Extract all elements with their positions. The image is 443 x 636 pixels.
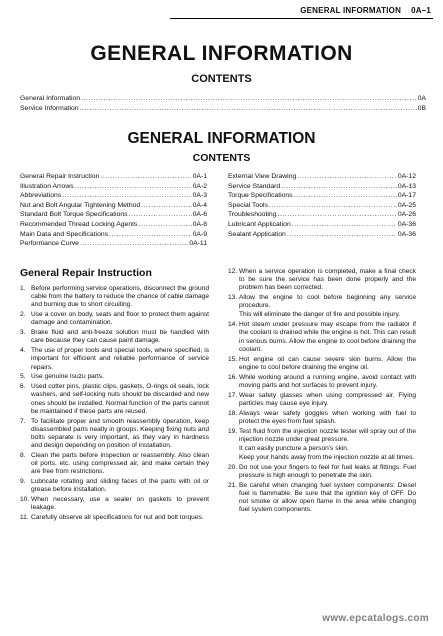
instruction-text: Use genuine Isuzu parts.: [31, 373, 104, 381]
toc-entry[interactable]: [20, 201, 207, 211]
toc-entry-title: Standard Bolt Torque Specifications: [20, 211, 128, 219]
toc-top-list: [20, 94, 426, 113]
toc-entry[interactable]: [20, 239, 207, 249]
toc-entry-page: 0A-17: [397, 192, 416, 200]
toc-entry-title: External View Drawing: [228, 173, 297, 180]
instruction-item: [20, 478, 209, 494]
toc-entry[interactable]: [20, 191, 207, 201]
instruction-subtext: It can easily puncture a person's skin.: [239, 444, 349, 452]
toc-leader-dots: [75, 182, 192, 192]
toc-entry-page: 0A-6: [192, 211, 207, 219]
instruction-text: Test fluid from the injection nozzle tester will spray out of the injection nozzle under great pressure.: [239, 427, 416, 443]
instruction-text: When a service operation is completed, make a final check to be sure the service has been done properly and the problem has been corrected.: [239, 268, 416, 292]
instructions-left-column: [20, 285, 209, 524]
section-contents-heading: CONTENTS: [192, 152, 251, 164]
instruction-text: Use a cover on body, seats and floor to protect them against damage and contamination.: [31, 311, 209, 327]
toc-entry-title: Service Standard: [228, 182, 281, 190]
instruction-number: 19.: [228, 427, 238, 435]
instruction-text: Brake fluid and anti-freeze solution must be handled with care because they can cause paint damage.: [31, 329, 209, 345]
instruction-item: [228, 464, 416, 480]
toc-entry-page: 0A: [417, 95, 426, 102]
instruction-number: 1.: [20, 285, 26, 292]
toc-leader-dots: [297, 172, 397, 182]
toc-entry-title: Lubricant Application: [228, 220, 291, 228]
instruction-number: 17.: [228, 391, 238, 399]
instruction-number: 16.: [228, 373, 238, 381]
toc-entry[interactable]: [20, 94, 426, 104]
toc-entry-title: Sealant Application: [228, 230, 286, 238]
instruction-text: Allow the engine to cool before beginning any service procedure.: [239, 294, 416, 310]
toc-entry-title: Recommended Thread Locking Agents: [20, 220, 138, 228]
instruction-text: Wear safety glasses when using compressed air. Flying particles may cause eye injury.: [239, 391, 416, 407]
toc-entry[interactable]: [228, 210, 416, 220]
instruction-number: 2.: [20, 311, 26, 319]
toc-leader-dots: [292, 220, 397, 230]
instruction-text: Always wear safety goggles when working with fuel to protect the eyes from fuel splash.: [239, 409, 416, 425]
instruction-text: Used cotter pins, plastic clips, gaskets, O-rings oil seals, lock washers, and self-locking nuts should be discarded and new ones should be installed. Normal function of the parts cannot be maintained if these parts are reused.: [31, 383, 209, 415]
instruction-subtext: Keep your hands away from the injection nozzle at all times.: [239, 453, 415, 461]
toc-entry-page: 0A-13: [397, 182, 416, 190]
instruction-number: 6.: [20, 383, 26, 391]
toc-entry-page: 0B: [417, 104, 426, 112]
instruction-number: 20.: [228, 463, 238, 471]
instruction-item: [20, 383, 209, 416]
instruction-number: 12.: [228, 268, 238, 275]
toc-entry[interactable]: [20, 210, 207, 220]
toc-leader-dots: [269, 201, 397, 211]
toc-entry[interactable]: [20, 182, 207, 192]
toc-right-column: [228, 172, 416, 239]
instruction-subtext: This will eliminate the danger of fire and possible injury.: [239, 311, 401, 319]
instruction-number: 9.: [20, 478, 26, 486]
instruction-number: 4.: [20, 347, 26, 355]
running-header: [0, 0, 443, 22]
toc-entry[interactable]: [228, 230, 416, 240]
toc-entry-title: Torque Specifications: [228, 192, 293, 200]
toc-entry-title: Service Information: [20, 104, 79, 112]
instruction-item: [228, 321, 416, 354]
toc-entry[interactable]: [228, 201, 416, 211]
instruction-number: 11.: [20, 514, 29, 522]
instruction-number: 18.: [228, 409, 238, 417]
toc-entry-title: Special Tools: [228, 201, 268, 209]
instruction-item: [228, 482, 416, 515]
instruction-item: [20, 496, 209, 512]
instruction-item: [20, 311, 209, 327]
instruction-number: 13.: [228, 294, 238, 302]
toc-entry-title: General Repair Instruction: [20, 173, 100, 180]
instruction-item: [228, 428, 416, 462]
instruction-item: [20, 452, 209, 477]
instruction-text: Hot steam under pressure may escape from the radiator if the coolant is drained while the engine is hot. This can result in serious burns. Allow the engine to cool before draining the coolant.: [239, 321, 416, 353]
toc-entry-page: 0A-36: [397, 230, 416, 238]
instruction-item: [20, 285, 209, 310]
toc-entry-page: 0A-8: [192, 220, 207, 228]
instruction-text: Before performing service operations, disconnect the ground cable from the battery to reduce the chance of cable damage and burning due to short circuiting.: [31, 285, 209, 309]
toc-entry-page: 0A-3: [192, 192, 207, 200]
toc-leader-dots: [129, 210, 192, 220]
toc-entry-page: 0A-11: [189, 240, 207, 248]
watermark-url[interactable]: www.epcatalogs.com: [322, 613, 429, 624]
toc-entry[interactable]: [228, 172, 416, 182]
toc-entry-page: 0A-25: [397, 201, 416, 209]
instruction-item: [228, 374, 416, 390]
instruction-item: [228, 392, 416, 408]
toc-entry-page: 0A-36: [397, 220, 416, 228]
toc-entry[interactable]: [20, 230, 207, 240]
toc-entry[interactable]: [228, 191, 416, 201]
running-header-text: [300, 6, 431, 15]
instruction-text: Hot engine oil can cause severe skin burns. Allow the engine to cool before draining the engine oil.: [239, 355, 416, 371]
toc-entry-page: 0A-4: [192, 201, 207, 209]
instruction-number: 7.: [20, 417, 26, 425]
instruction-item: [228, 356, 416, 372]
instruction-text: Carefully observe all specifications for nut and bolt torques.: [31, 514, 204, 522]
instruction-number: 8.: [20, 452, 26, 460]
toc-entry[interactable]: [20, 220, 207, 230]
instruction-text: The use of proper tools and special tools, where specified, is important for efficient and reliable performance of service repairs.: [31, 347, 209, 371]
toc-leader-dots: [141, 201, 191, 211]
running-header-section: GENERAL INFORMATION: [300, 6, 402, 15]
toc-leader-dots: [80, 104, 417, 114]
instruction-item: [20, 514, 209, 522]
instruction-number: 5.: [20, 373, 26, 381]
toc-leader-dots: [278, 210, 397, 220]
instruction-number: 14.: [228, 321, 238, 329]
instruction-number: 15.: [228, 355, 238, 363]
toc-entry[interactable]: [20, 172, 207, 182]
page-title: GENERAL INFORMATION: [90, 42, 353, 65]
instruction-item: [20, 347, 209, 372]
instruction-text: Clean the parts before inspection or reassembly. Also clean oil ports, etc. using compressed air, and make certain they are free from restrictions.: [31, 452, 209, 476]
toc-entry-title: Performance Curve: [20, 240, 79, 248]
toc-leader-dots: [100, 172, 191, 182]
toc-entry-page: 0A-2: [192, 182, 207, 190]
toc-entry-title: Illustration Arrows: [20, 182, 74, 190]
toc-entry-title: Nut and Bolt Angular Tightening Method: [20, 201, 141, 209]
instruction-text: While working around a running engine, avoid contact with moving parts and hot surfaces to prevent injury.: [239, 373, 416, 389]
toc-entry-page: 0A-12: [397, 173, 416, 180]
instruction-text: Be careful when changing fuel system components: Diesel fuel is flammable. Be sure that the ignition key of OFF. Do not smoke or allow open flame in the area while changing fuel system components.: [239, 481, 416, 514]
toc-entry-page: 0A-1: [192, 173, 207, 180]
instruction-text: Do not use your fingers to feel for fuel leaks at fittings. Fuel pressure is high enough to penetrate the skin.: [239, 463, 416, 479]
toc-entry-title: Main Data and Specifications: [20, 230, 109, 238]
toc-leader-dots: [81, 94, 417, 104]
running-header-page-number: 0A–1: [411, 6, 431, 15]
instruction-number: 21.: [228, 481, 238, 489]
toc-leader-dots: [62, 191, 191, 201]
instruction-item: [228, 268, 416, 293]
instruction-item: [20, 418, 209, 451]
header-rule: [170, 18, 433, 19]
toc-entry-title: Abbreviations: [20, 192, 62, 200]
toc-leader-dots: [281, 182, 397, 192]
toc-leader-dots: [287, 230, 397, 240]
contents-heading: CONTENTS: [191, 73, 252, 85]
instruction-item: [228, 294, 416, 319]
toc-entry[interactable]: [228, 182, 416, 192]
toc-leader-dots: [138, 220, 191, 230]
instruction-text: When necessary, use a sealer on gaskets to prevent leakage.: [31, 496, 209, 512]
toc-left-column: [20, 172, 207, 249]
instruction-item: [228, 410, 416, 426]
toc-entry-title: General Information: [20, 95, 81, 102]
toc-entry[interactable]: [20, 104, 426, 114]
instruction-number: 3.: [20, 329, 26, 337]
toc-entry-page: 0A-9: [192, 230, 207, 238]
toc-leader-dots: [294, 191, 397, 201]
instruction-text: To facilitate proper and smooth reassembly operation, keep disassembled parts neatly in groups. Keeping fixing nuts and bolts separate is very important, as they vary in hardness and design depending on position of installation.: [31, 417, 209, 450]
toc-entry-title: Troubleshooting: [228, 211, 277, 219]
general-repair-heading: General Repair Instruction: [20, 267, 152, 279]
instructions-right-column: [228, 268, 416, 516]
toc-entry[interactable]: [228, 220, 416, 230]
toc-leader-dots: [109, 230, 192, 240]
instruction-text: Lubricate rotating and sliding faces of the parts with oil or grease before installation.: [31, 478, 209, 494]
instruction-number: 10.: [20, 496, 30, 504]
instruction-item: [20, 329, 209, 345]
toc-leader-dots: [80, 239, 188, 249]
toc-entry-page: 0A-26: [397, 211, 416, 219]
section-title: GENERAL INFORMATION: [127, 130, 316, 147]
instruction-item: [20, 373, 209, 381]
